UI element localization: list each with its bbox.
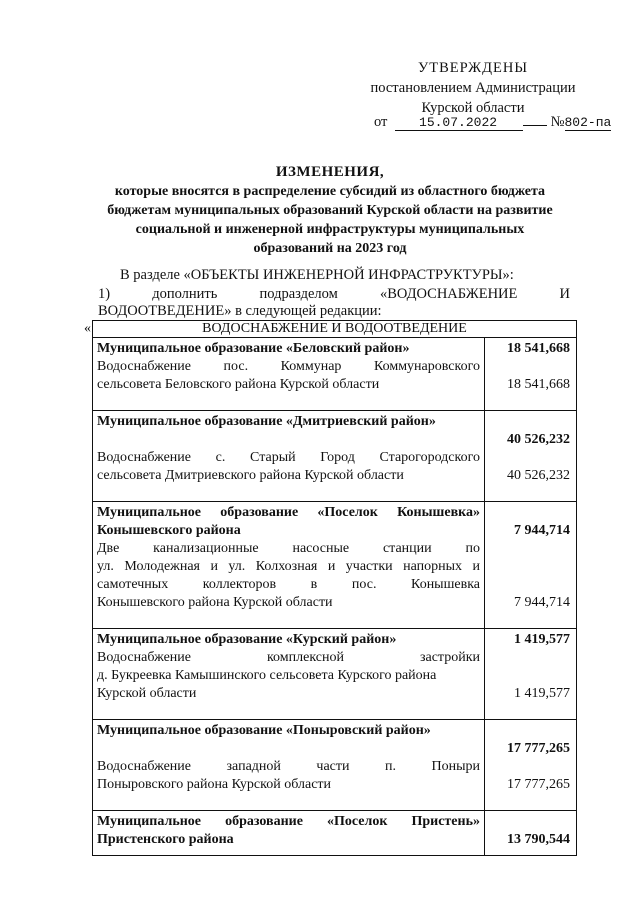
municipality-total: 7 944,714 [514,523,570,538]
table-header-row [93,321,577,338]
table-row [93,502,577,629]
object-description: Курской области [97,686,197,701]
municipality-name: Конышевского района [97,523,241,538]
object-total: 7 944,714 [514,595,570,610]
object-description: сельсовета Дмитриевского района Курской области [97,468,404,483]
table-row [93,338,577,411]
subsidy-table [92,320,577,856]
open-quote: « [84,321,91,336]
object-total: 17 777,265 [507,777,570,792]
object-description: сельсовета Беловского района Курской области [97,377,380,392]
approval-line-2: Курской области [421,100,525,116]
heading-line-1: которые вносятся в распределение субсидий из областного бюджета [114,184,546,199]
table-header: ВОДОСНАБЖЕНИЕ И ВОДООТВЕДЕНИЕ [93,321,577,338]
table-row [93,811,577,856]
heading-line-4: образований на 2023 год [253,241,407,256]
municipality-total: 13 790,544 [507,832,570,847]
table-row [93,629,577,720]
document-heading [80,163,580,258]
approval-number: 802-па [564,115,612,130]
from-label: от [374,114,388,130]
heading-line-3: социальной и инженерной инфраструктуры муниципальных [135,222,525,237]
object-description: Конышевского района Курской области [97,595,333,610]
object-description: Водоснабжение с. Старый Город Старогородского [97,450,480,465]
object-description: Водоснабжение пос. Коммунар Коммунаровского [97,359,480,374]
municipality-name: Муниципальное образование «Поселок Конышевка» [97,505,480,520]
object-total: 18 541,668 [507,377,570,392]
municipality-name: Муниципальное образование «Курский район» [97,632,397,647]
number-label: № [550,114,565,130]
object-total: 1 419,577 [514,686,570,701]
table-row [93,720,577,811]
approval-date-line [374,114,614,131]
municipality-total: 1 419,577 [514,632,570,647]
item-1-line-2: ВОДООТВЕДЕНИЕ» в следующей редакции: [98,303,382,319]
approval-block [360,58,586,118]
section-intro: В разделе «ОБЪЕКТЫ ИНЖЕНЕРНОЙ ИНФРАСТРУКТУРЫ»: [120,267,514,283]
municipality-total: 17 777,265 [507,741,570,756]
heading-line-2: бюджетам муниципальных образований Курской области на развитие [107,203,553,218]
object-description: самотечных коллекторов в пос. Конышевка [97,577,480,592]
municipality-name: Муниципальное образование «Дмитриевский район» [97,414,436,429]
object-description: ул. Молодежная и ул. Колхозная и участки напорных и [97,559,480,574]
item-1-text [98,286,570,320]
heading-title: ИЗМЕНЕНИЯ, [275,164,385,180]
object-description: д. Букреевка Камышинского сельсовета Курского района [97,668,437,683]
object-description: Две канализационные насосные станции по [97,541,480,556]
approval-date: 15.07.2022 [395,115,523,131]
table-row [93,411,577,502]
object-description: Водоснабжение западной части п. Поныри [97,759,480,774]
municipality-total: 40 526,232 [507,432,570,447]
object-total: 40 526,232 [507,468,570,483]
approval-title: УТВЕРЖДЕНЫ [417,60,529,76]
municipality-name: Пристенского района [97,832,234,847]
municipality-name: Муниципальное образование «Беловский район» [97,341,410,356]
municipality-name: Муниципальное образование «Поныровский район» [97,723,431,738]
object-description: Поныровского района Курской области [97,777,332,792]
approval-line-1: постановлением Администрации [370,80,576,96]
municipality-name: Муниципальное образование «Поселок Пристень» [97,814,480,829]
item-1-line-1: 1) дополнить подразделом «ВОДОСНАБЖЕНИЕ И [98,286,570,302]
object-description: Водоснабжение комплексной застройки [97,650,480,665]
municipality-total: 18 541,668 [507,341,570,356]
